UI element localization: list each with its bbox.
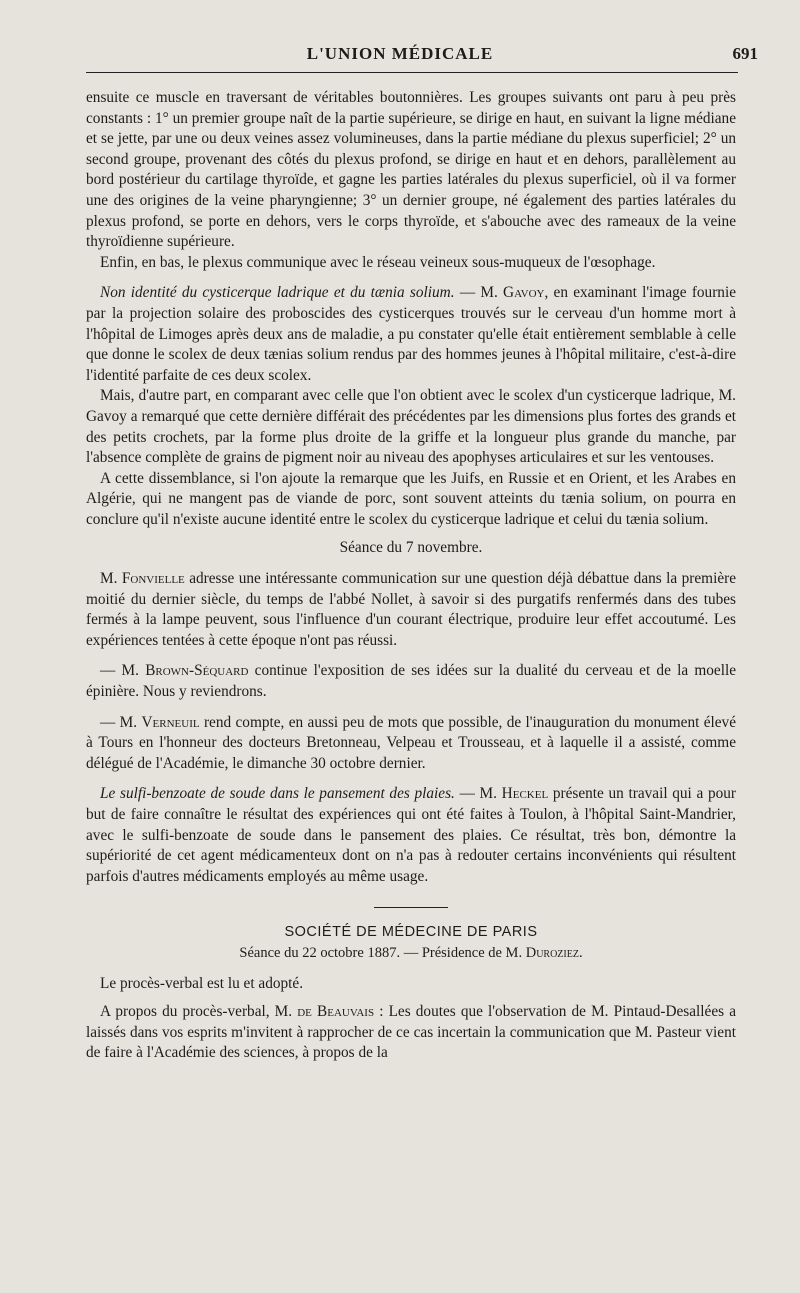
paragraph: Mais, d'autre part, en comparant avec celle que l'on obtient avec le scolex d'un cysticerque ladrique, M. Gavoy a remarqué que cette dernière différait des précédentes par les dimensions plus fortes des grands et des petits crochets, par la forme plus droite de la griffe et la longueur plus grande du manche, par l'absence complète de grains de pigment noir au niveau des apophyses articulaires et sur les ventouses. — [86, 387, 736, 467]
author-name: Fonvielle — [121, 570, 185, 588]
paragraph: — M. Verneuil rend compte, en aussi peu de mots que possible, de l'inauguration du monument élevé à Tours en l'honneur des docteurs Bretonneau, Velpeau et Trousseau, et à laquelle il a assisté, comme délégué de l'Académie, le dimanche 30 octobre dernier. — [86, 713, 736, 772]
paragraph: Le procès-verbal est lu et adopté. — [100, 974, 304, 992]
running-header — [0, 40, 800, 74]
paragraph: — M. Brown-Séquard continue l'exposition de ses idées sur la dualité du cerveau et de la moelle épinière. Nous y reviendrons. — [86, 662, 736, 701]
society-subheading: Séance du 22 octobre 1887. — Présidence de M. Duroziez. — [239, 944, 583, 961]
paragraph: M. Fonvielle adresse une intéressante communication sur une question déjà débattue dans la première moitié du dernier siècle, du temps de l'abbé Nollet, à savoir si des purgatifs renfermés dans des tubes fermés à la lampe peuvent, sous l'influence d'un courant électrique, produire leur effet accoutumé. Les expériences tentées à cette époque n'ont pas réussi. — [86, 570, 737, 649]
page-body — [86, 88, 736, 1064]
session-heading: Séance du 7 novembre. — [339, 539, 483, 557]
paragraph: A cette dissemblance, si l'on ajoute la remarque que les Juifs, en Russie et en Orient, et les Arabes en Algérie, qui ne mangent pas de viande de porc, sont souvent atteints du tænia solium, on pourra en conclure qu'il n'existe aucune identité entre le scolex du cysticerque ladrique et celui du tænia solium. — [86, 469, 736, 528]
paragraph: Enfin, en bas, le plexus communique avec le réseau veineux sous-muqueux de l'œsophage. — [100, 253, 656, 271]
journal-title: L'UNION MÉDICALE — [306, 44, 494, 63]
president-name: Duroziez — [525, 944, 579, 961]
header-rule — [86, 72, 738, 73]
author-name: Gavoy — [503, 284, 545, 302]
section-title: Le sulfi-benzoate de soude dans le pansement des plaies. — [100, 785, 455, 803]
author-name: Verneuil — [141, 713, 200, 731]
paragraph: A propos du procès-verbal, M. de Beauvais : Les doutes que l'observation de M. Pintaud-Desallées a laissés dans vos esprits m'invitent à rapprocher de ce cas incertain la communication que M. Pasteur vient de faire à l'Académie des sciences, à propos de la — [86, 1003, 736, 1062]
paragraph: Non identité du cysticerque ladrique et du tænia solium. — M. Gavoy, en examinant l'image fournie par la projection solaire des proboscides des cysticerques trouvés sur le cerveau d'un homme mort à l'hôpital de Limoges après deux ans de maladie, a pu constater qu'elle était entièrement semblable à celle que donne le scolex de deux tænias solium rendus par des hommes jeunes à l'hôpital militaire, c'est-à-dire l'identité parfaite de ces deux scolex. — [86, 284, 736, 384]
page-number: 691 — [732, 44, 758, 63]
paragraph: Le sulfi-benzoate de soude dans le pansement des plaies. — M. Heckel présente un travail qui a pour but de faire connaître le résultat des expériences qui ont été faites à Toulon, à l'hôpital Saint-Mandrier, avec le sulfi-benzoate de soude dans le pansement des plaies. Ce résultat, très bon, démontre la supériorité de cet agent médicamenteux dont on n'a pas à redouter certains inconvénients qui résultent parfois d'autres médicaments employés au même usage. — [86, 785, 737, 885]
section-title: Non identité du cysticerque ladrique et du tænia solium. — [100, 284, 455, 302]
section-divider — [374, 907, 448, 908]
paragraph: ensuite ce muscle en traversant de véritables boutonnières. Les groupes suivants ont paru à peu près constants : 1° un premier groupe naît de la partie supérieure, se dirige en haut, en suivant la ligne médiane et se jette, par une ou deux veines assez volumineuses, dans la partie médiane du plexus superficiel; 2° un second groupe, provenant des côtés du plexus profond, se dirige en haut et en dehors, parallèlement au bord postérieur du cartilage thyroïde, et gagne les parties latérales du plexus superficiel, où il va former une des origines de la veine pharyngienne; 3° un dernier groupe, né également des parties latérales du plexus profond, se porte en dehors, vers le corps thyroïde, et s'abouche avec des rameaux de la veine thyroïdienne supérieure. — [86, 89, 736, 251]
society-heading: SOCIÉTÉ DE MÉDECINE DE PARIS — [284, 924, 538, 941]
author-name: de Beauvais — [297, 1003, 375, 1021]
author-name: Brown-Séquard — [145, 662, 249, 680]
author-name: Heckel — [501, 785, 549, 803]
